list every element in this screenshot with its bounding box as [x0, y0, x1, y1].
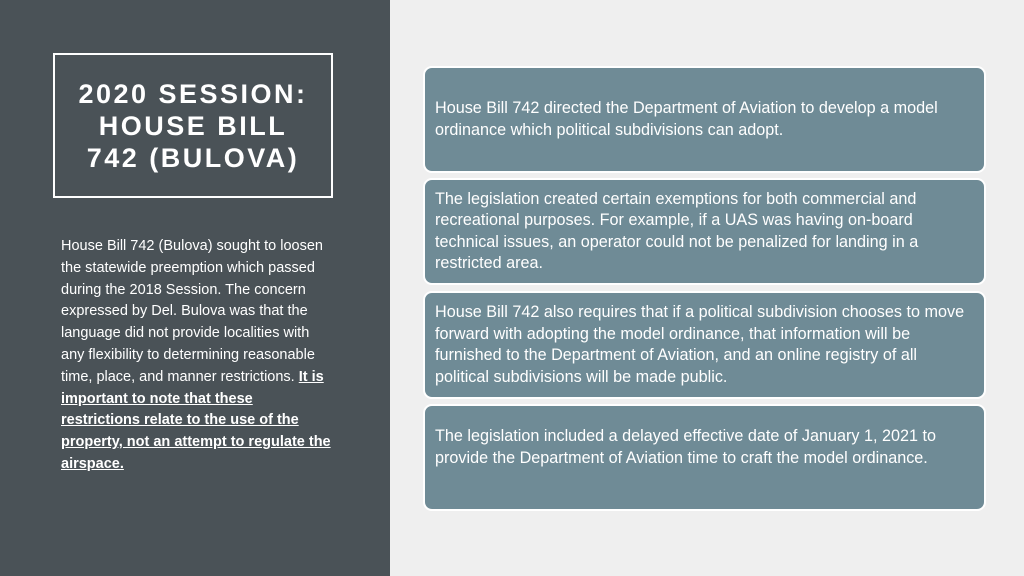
card-effective-date [423, 404, 986, 511]
card-text: The legislation created certain exemptions for both commercial and recreational purposes. For example, if a UAS was having on-board technical issues, an operator could not be penalized for landing in a restricted area. [435, 189, 919, 272]
card-model-ordinance [423, 66, 986, 173]
card-text: House Bill 742 also requires that if a political subdivision chooses to move forward with adopting the model ordinance, that information will be furnished to the Department of Aviation, and an online registry of all political subdivisions will be made public. [435, 303, 965, 386]
left-panel [0, 0, 390, 576]
intro-emphasis: It is important to note that these restrictions relate to the use of the property, not an attempt to regulate the airspace. [61, 368, 331, 472]
card-exemptions [423, 178, 986, 285]
card-text: The legislation included a delayed effective date of January 1, 2021 to provide the Department of Aviation time to craft the model ordinance. [435, 427, 936, 467]
title-box [53, 53, 333, 198]
card-text: House Bill 742 directed the Department of Aviation to develop a model ordinance which political subdivisions can adopt. [435, 99, 938, 139]
intro-text [61, 236, 333, 476]
slide-title: 2020 SESSION: HOUSE BILL 742 (BULOVA) [78, 78, 308, 173]
card-registry [423, 291, 986, 399]
intro-body: House Bill 742 (Bulova) sought to loosen the statewide preemption which passed during the 2018 Session. The concern expressed by Del. Bulova was that the language did not provide localities with any flexibility to determining reasonable time, place, and manner restrictions. [61, 238, 323, 385]
